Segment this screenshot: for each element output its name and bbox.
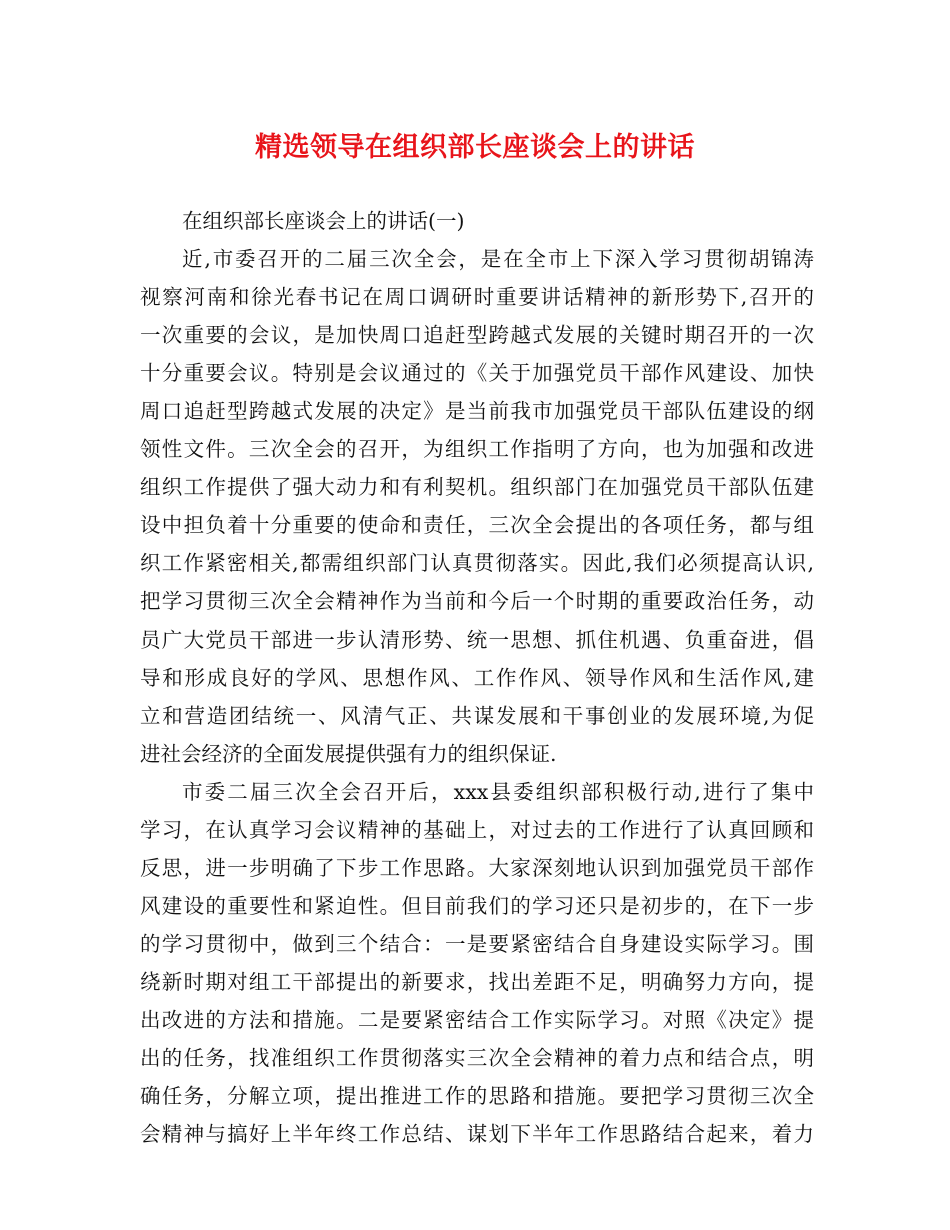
text-line: 近,市委召开的二届三次全会，是在全市上下深入学习贯彻胡锦涛 [182, 247, 814, 272]
paragraph-1 [140, 240, 814, 773]
text-line: 会精神与搞好上半年终工作总结、谋划下半年工作思路结合起来，着力 [140, 1122, 814, 1147]
text-line: 视察河南和徐光春书记在周口调研时重要讲话精神的新形势下,召开的 [140, 285, 814, 310]
text-line: 组织工作提供了强大动力和有利契机。组织部门在加强党员干部队伍建 [140, 475, 814, 500]
text-line: 学习，在认真学习会议精神的基础上，对过去的工作进行了认真回顾和 [140, 817, 814, 842]
section-heading: 在组织部长座谈会上的讲话(一) [182, 209, 465, 233]
text-line: 确任务，分解立项，提出推进工作的思路和措施。要把学习贯彻三次全 [140, 1084, 814, 1109]
text-line: 出改进的方法和措施。二是要紧密结合工作实际学习。对照《决定》提 [140, 1007, 814, 1032]
text-line: 设中担负着十分重要的使命和责任，三次全会提出的各项任务，都与组 [140, 513, 814, 538]
text-line: 员广大党员干部进一步认清形势、统一思想、抓住机遇、负重奋进，倡 [140, 627, 814, 652]
text-line: 十分重要会议。特别是会议通过的《关于加强党员干部作风建设、加快 [140, 361, 814, 386]
text-line: 的学习贯彻中，做到三个结合：一是要紧密结合自身建设实际学习。围 [140, 931, 814, 956]
text-line: 绕新时期对组工干部提出的新要求，找出差距不足，明确努力方向，提 [140, 969, 814, 994]
text-line: 风建设的重要性和紧迫性。但目前我们的学习还只是初步的，在下一步 [140, 893, 814, 918]
text-line: 出的任务，找准组织工作贯彻落实三次全会精神的着力点和结合点，明 [140, 1046, 814, 1071]
text-line: 进社会经济的全面发展提供强有力的组织保证. [140, 741, 557, 766]
text-line: 周口追赶型跨越式发展的决定》是当前我市加强党员干部队伍建设的纲 [140, 399, 814, 424]
text-line: 织工作紧密相关,都需组织部门认真贯彻落实。因此,我们必须提高认识, [140, 551, 814, 576]
document-title: 精选领导在组织部长座谈会上的讲话 [255, 132, 695, 163]
text-line: 反思，进一步明确了下步工作思路。大家深刻地认识到加强党员干部作 [140, 855, 814, 880]
text-line: 把学习贯彻三次全会精神作为当前和今后一个时期的重要政治任务，动 [140, 589, 814, 614]
paragraph-2 [140, 773, 814, 1153]
text-line: 导和形成良好的学风、思想作风、工作作风、领导作风和生活作风,建 [140, 665, 814, 690]
text-line: 立和营造团结统一、风清气正、共谋发展和干事创业的发展环境,为促 [140, 703, 814, 728]
text-line: 一次重要的会议，是加快周口追赶型跨越式发展的关键时期召开的一次 [140, 323, 814, 348]
text-line: 市委二届三次全会召开后，xxx县委组织部积极行动,进行了集中 [182, 779, 814, 804]
document-body [140, 202, 814, 1153]
text-line: 领性文件。三次全会的召开，为组织工作指明了方向，也为加强和改进 [140, 437, 814, 462]
